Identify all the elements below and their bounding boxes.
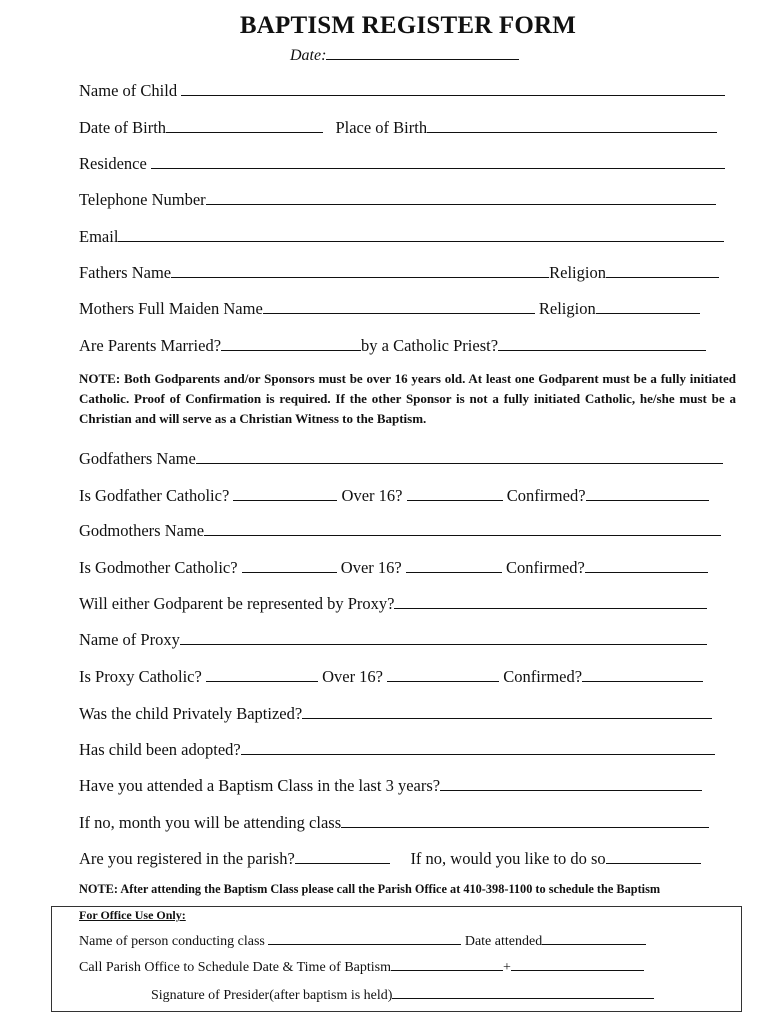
adopted-label: Has child been adopted? [79, 740, 241, 759]
mothers-name-blank[interactable] [263, 298, 535, 314]
signature-row[interactable] [151, 986, 654, 1004]
month-attending-blank[interactable] [341, 812, 709, 828]
adopted-blank[interactable] [241, 739, 715, 755]
privately-baptized-row[interactable] [79, 703, 712, 724]
parents-married-blank[interactable] [221, 335, 361, 351]
proxy-name-row[interactable] [79, 629, 707, 650]
conducting-row[interactable] [79, 932, 646, 950]
place-of-birth-blank[interactable] [427, 117, 717, 133]
godmothers-name-blank[interactable] [204, 520, 721, 536]
call-office-row[interactable] [79, 958, 644, 976]
godmother-catholic-label: Is Godmother Catholic? [79, 558, 238, 577]
godfather-over16-blank[interactable] [407, 485, 503, 501]
godparent-note: NOTE: Both Godparents and/or Sponsors must be over 16 years old. At least one Godparent must be a fully initiated Catholic. Proof of Confirmation is required. If the other Sponsor is not a fully initiated Catholic, he/she must be a Christian and will serve as a Christian Witness to the Baptism. [79, 371, 736, 426]
proxy-confirmed-label: Confirmed? [503, 667, 583, 686]
date-of-birth-label: Date of Birth [79, 118, 167, 137]
proxy-catholic-blank[interactable] [206, 666, 318, 682]
proxy-name-blank[interactable] [180, 629, 707, 645]
godmother-catholic-row[interactable] [79, 557, 708, 578]
plus-sign: + [503, 960, 511, 975]
email-blank[interactable] [118, 226, 724, 242]
class-note: NOTE: After attending the Baptism Class please call the Parish Office at 410-398-1100 to schedule the Baptism [79, 882, 661, 896]
godmother-over16-blank[interactable] [406, 557, 502, 573]
father-religion-label: Religion [549, 263, 606, 282]
conducting-blank[interactable] [268, 932, 461, 945]
parents-married-label: Are Parents Married? [79, 336, 222, 355]
registered-parish-label: Are you registered in the parish? [79, 849, 295, 868]
mother-religion-label: Religion [538, 299, 596, 318]
month-attending-label: If no, month you will be attending class [79, 813, 342, 832]
godmother-catholic-blank[interactable] [242, 557, 337, 573]
date-attended-blank[interactable] [542, 932, 646, 945]
proxy-catholic-row[interactable] [79, 666, 703, 687]
proxy-confirmed-blank[interactable] [582, 666, 703, 682]
call-office-date-blank[interactable] [391, 958, 503, 971]
godfather-name-row[interactable] [79, 448, 723, 469]
godmother-confirmed-label: Confirmed? [505, 558, 585, 577]
birth-row[interactable] [79, 117, 717, 138]
like-to-register-blank[interactable] [606, 848, 701, 864]
godfather-catholic-row[interactable] [79, 485, 709, 506]
telephone-row[interactable] [79, 189, 716, 210]
telephone-blank[interactable] [206, 189, 716, 205]
call-office-label: Call Parish Office to Schedule Date & Time of Baptism [79, 960, 391, 975]
form-title: BAPTISM REGISTER FORM [239, 12, 577, 39]
mothers-name-label: Mothers Full Maiden Name [79, 299, 263, 318]
godmother-confirmed-blank[interactable] [585, 557, 708, 573]
godfather-catholic-blank[interactable] [233, 485, 337, 501]
mother-row[interactable] [79, 298, 700, 319]
baptism-class-blank[interactable] [440, 775, 702, 791]
adopted-row[interactable] [79, 739, 715, 760]
date-attended-label: Date attended [464, 934, 543, 949]
godfather-confirmed-label: Confirmed? [506, 486, 586, 505]
proxy-name-label: Name of Proxy [79, 630, 180, 649]
proxy-question-row[interactable] [79, 593, 707, 614]
registered-parish-blank[interactable] [295, 848, 390, 864]
catholic-priest-blank[interactable] [498, 335, 706, 351]
residence-label: Residence [79, 154, 147, 173]
catholic-priest-label: by a Catholic Priest? [361, 336, 499, 355]
email-row[interactable] [79, 226, 724, 247]
month-attending-row[interactable] [79, 812, 709, 833]
name-of-child-blank[interactable] [181, 80, 725, 96]
godmother-over16-label: Over 16? [340, 558, 402, 577]
baptism-class-row[interactable] [79, 775, 702, 796]
fathers-name-label: Fathers Name [79, 263, 172, 282]
date-blank[interactable] [326, 44, 519, 60]
conducting-label: Name of person conducting class [79, 934, 265, 949]
signature-label: Signature of Presider(after baptism is held) [151, 988, 393, 1003]
godfather-confirmed-blank[interactable] [586, 485, 709, 501]
godfathers-name-label: Godfathers Name [79, 449, 196, 468]
place-of-birth-label: Place of Birth [335, 118, 428, 137]
godfathers-name-blank[interactable] [196, 448, 723, 464]
office-use-header: For Office Use Only: [79, 908, 186, 922]
telephone-label: Telephone Number [79, 190, 206, 209]
privately-baptized-blank[interactable] [302, 703, 712, 719]
father-row[interactable] [79, 262, 719, 283]
proxy-catholic-label: Is Proxy Catholic? [79, 667, 202, 686]
father-religion-blank[interactable] [606, 262, 719, 278]
residence-row[interactable] [79, 153, 725, 174]
godmothers-name-label: Godmothers Name [79, 521, 205, 540]
godmother-name-row[interactable] [79, 520, 721, 541]
date-label: Date: [290, 47, 327, 64]
date-field[interactable] [290, 44, 519, 65]
name-of-child-label: Name of Child [79, 81, 178, 100]
godfather-catholic-label: Is Godfather Catholic? [79, 486, 230, 505]
email-label: Email [79, 227, 119, 246]
date-of-birth-blank[interactable] [166, 117, 323, 133]
mother-religion-blank[interactable] [596, 298, 700, 314]
proxy-question-label: Will either Godparent be represented by Proxy? [79, 594, 395, 613]
privately-baptized-label: Was the child Privately Baptized? [79, 704, 303, 723]
name-of-child-row[interactable] [79, 80, 725, 101]
signature-blank[interactable] [392, 986, 654, 999]
proxy-over16-label: Over 16? [322, 667, 384, 686]
fathers-name-blank[interactable] [171, 262, 549, 278]
call-office-time-blank[interactable] [511, 958, 644, 971]
baptism-class-label: Have you attended a Baptism Class in the last 3 years? [79, 776, 441, 795]
parents-married-row[interactable] [79, 335, 706, 356]
proxy-question-blank[interactable] [394, 593, 707, 609]
proxy-over16-blank[interactable] [387, 666, 499, 682]
residence-blank[interactable] [151, 153, 725, 169]
godfather-over16-label: Over 16? [341, 486, 403, 505]
like-to-register-label: If no, would you like to do so [410, 849, 606, 868]
registered-parish-row[interactable] [79, 848, 701, 869]
